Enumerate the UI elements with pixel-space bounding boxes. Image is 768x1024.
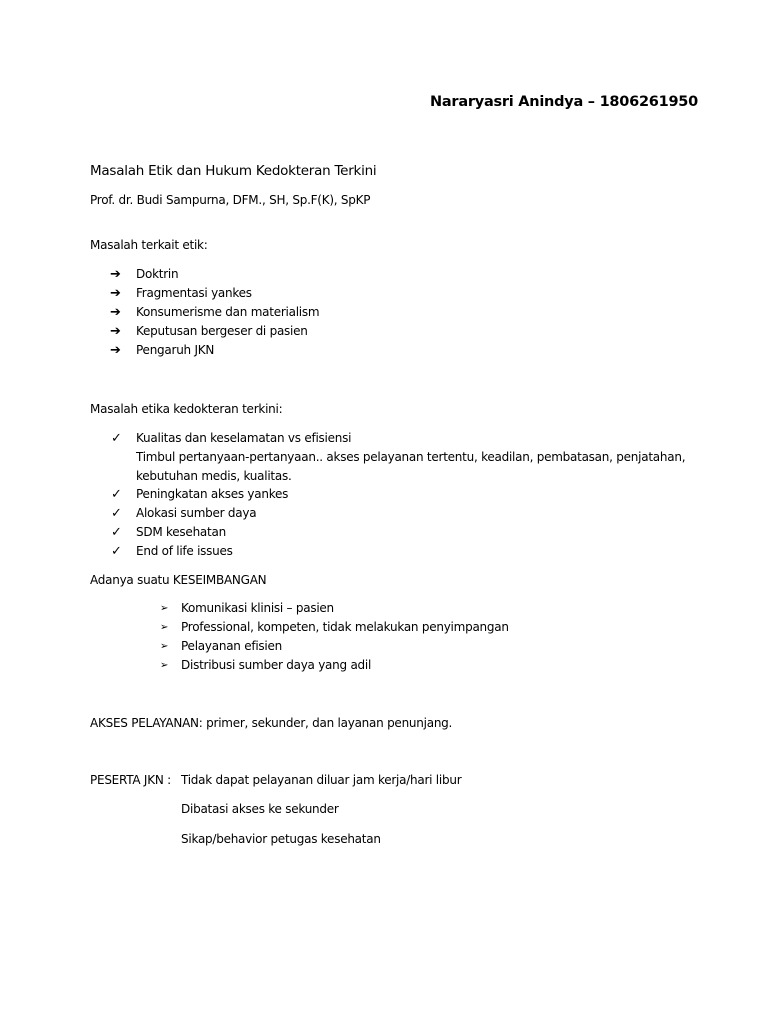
- triangle-bullet-icon: ➢: [160, 660, 169, 671]
- checkmark-icon: ✓: [111, 487, 122, 502]
- list-item: ➢ Professional, kompeten, tidak melakukan penyimpangan: [160, 618, 509, 637]
- arrow-right-icon: ➔: [110, 286, 121, 301]
- list-item: ➔ Konsumerisme dan materialism: [110, 305, 320, 320]
- list-item: ✓ Alokasi sumber daya: [111, 506, 257, 521]
- arrow-right-icon: ➔: [110, 343, 121, 358]
- list-item: ➔ Pengaruh JKN: [110, 343, 215, 358]
- peserta-note: Tidak dapat pelayanan diluar jam kerja/hari libur: [181, 773, 462, 787]
- arrow-right-icon: ➔: [110, 324, 121, 339]
- list-item: ➔ Fragmentasi yankes: [110, 286, 252, 301]
- akses-pelayanan-text: AKSES PELAYANAN: primer, sekunder, dan layanan penunjang.: [90, 716, 453, 730]
- list-item: ➔ Keputusan bergeser di pasien: [110, 324, 308, 339]
- list-item: ✓ Kualitas dan keselamatan vs efisiensi: [111, 431, 352, 446]
- arrow-right-icon: ➔: [110, 267, 121, 282]
- keseimbangan-list: [160, 599, 509, 675]
- author-name: Nararyasri Anindya – 1806261950: [430, 94, 698, 110]
- checkmark-icon: ✓: [111, 506, 122, 521]
- peserta-note: Sikap/behavior petugas kesehatan: [181, 832, 381, 846]
- terkini-list-continued: [111, 485, 288, 561]
- arrow-right-icon: ➔: [110, 305, 121, 320]
- list-item: ✓ SDM kesehatan: [111, 525, 226, 540]
- section-keseimbangan-heading: Adanya suatu KESEIMBANGAN: [90, 573, 267, 587]
- list-item: ➢ Distribusi sumber daya yang adil: [160, 656, 509, 675]
- etik-list: [110, 265, 319, 360]
- triangle-bullet-icon: ➢: [160, 622, 169, 633]
- checkmark-icon: ✓: [111, 431, 122, 446]
- checkmark-icon: ✓: [111, 544, 122, 559]
- lecturer-name: Prof. dr. Budi Sampurna, DFM., SH, Sp.F(K), SpKP: [90, 193, 371, 207]
- triangle-bullet-icon: ➢: [160, 641, 169, 652]
- section-etik-heading: Masalah terkait etik:: [90, 238, 208, 252]
- list-item: ➔ Doktrin: [110, 267, 179, 282]
- document-title: Masalah Etik dan Hukum Kedokteran Terkini: [90, 163, 377, 179]
- triangle-bullet-icon: ➢: [160, 603, 169, 614]
- list-item: ✓ End of life issues: [111, 544, 233, 559]
- list-item: ➢ Komunikasi klinisi – pasien: [160, 599, 509, 618]
- peserta-note: Dibatasi akses ke sekunder: [181, 802, 339, 816]
- list-item-continuation: Timbul pertanyaan-pertanyaan.. akses pelayanan tertentu, keadilan, pembatasan, penjatahan, kebutuhan medis, kualitas.: [136, 450, 686, 483]
- list-item: ✓ Peningkatan akses yankes: [111, 487, 289, 502]
- peserta-jkn-label: PESERTA JKN :: [90, 773, 171, 787]
- checkmark-icon: ✓: [111, 525, 122, 540]
- section-terkini-heading: Masalah etika kedokteran terkini:: [90, 402, 283, 416]
- list-item: ➢ Pelayanan efisien: [160, 637, 509, 656]
- terkini-list: [111, 429, 351, 448]
